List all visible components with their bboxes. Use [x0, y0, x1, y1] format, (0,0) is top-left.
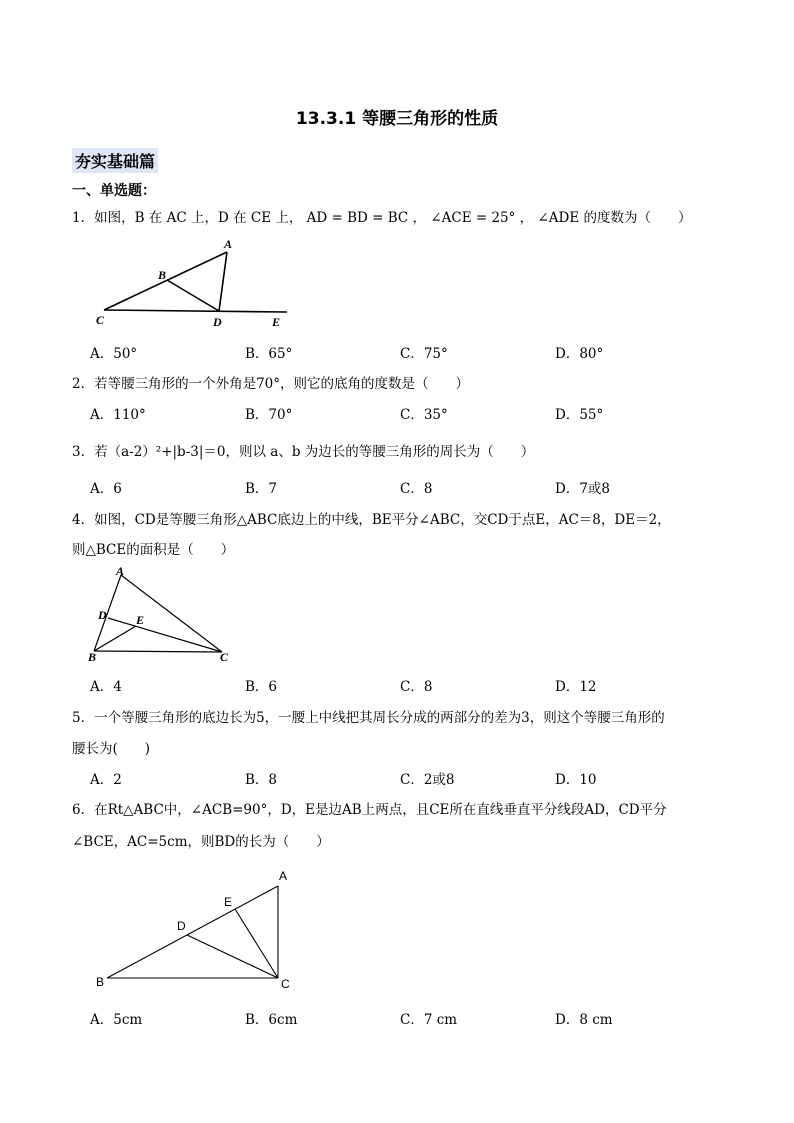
question-1-figure: [92, 236, 292, 332]
q3-option-d[interactable]: D．7或8: [555, 481, 611, 497]
question-3-options: [90, 477, 710, 497]
question-4-stem-line-2: 则△BCE的面积是（ ）: [72, 542, 235, 558]
q1-option-c[interactable]: C．75°: [400, 346, 448, 362]
question-4-options: [90, 675, 710, 695]
question-5-options: [90, 768, 710, 788]
q4-label-a: A: [116, 564, 125, 578]
q1-option-a[interactable]: A．50°: [90, 346, 138, 362]
q6-label-a: A: [279, 869, 288, 883]
q4-label-b: B: [88, 650, 97, 664]
question-5-stem-line-1: 5．一个等腰三角形的底边长为5，一腰上中线把其周长分成的两部分的差为3，则这个等腰三角形的: [72, 710, 665, 726]
q1-label-a: A: [224, 237, 233, 251]
q4-option-b[interactable]: B．6: [245, 679, 278, 695]
question-1-stem: 1．如图，B 在 AC 上，D 在 CE 上， AD = BD = BC ， ∠ACE = 25° ， ∠ADE 的度数为（ ）: [72, 210, 692, 226]
q4-option-d[interactable]: D．12: [555, 679, 597, 695]
q4-label-d: D: [98, 608, 107, 622]
q4-label-e: E: [136, 613, 145, 627]
q2-option-d[interactable]: D．55°: [555, 407, 604, 423]
q2-option-a[interactable]: A．110°: [90, 407, 146, 423]
q1-label-d: D: [213, 315, 222, 329]
q1-option-d[interactable]: D．80°: [555, 346, 604, 362]
q5-option-a[interactable]: A．2: [90, 772, 122, 788]
q3-option-b[interactable]: B．7: [245, 481, 278, 497]
q2-option-c[interactable]: C．35°: [400, 407, 448, 423]
q6-label-d: D: [177, 919, 186, 933]
question-6-options: [90, 1008, 710, 1028]
q4-option-c[interactable]: C．8: [400, 679, 433, 695]
question-6-stem-line-2: ∠BCE，AC=5cm，则BD的长为（ ）: [72, 834, 330, 850]
question-4-stem-line-1: 4．如图，CD是等腰三角形△ABC底边上的中线，BE平分∠ABC，交CD于点E，AC＝8，DE＝2，: [72, 512, 671, 528]
q1-label-e: E: [272, 315, 281, 329]
q5-option-d[interactable]: D．10: [555, 772, 597, 788]
q3-option-a[interactable]: A．6: [90, 481, 122, 497]
q6-label-e: E: [224, 895, 233, 909]
sub-heading: 一、单选题：: [72, 183, 156, 199]
q6-option-b[interactable]: B．6cm: [245, 1012, 298, 1028]
q3-option-c[interactable]: C．8: [400, 481, 433, 497]
question-2-options: [90, 403, 710, 423]
q2-option-b[interactable]: B．70°: [245, 407, 293, 423]
q6-label-c: C: [281, 977, 290, 991]
question-2-stem: 2．若等腰三角形的一个外角是70°，则它的底角的度数是（ ）: [72, 376, 470, 392]
q6-option-a[interactable]: A．5cm: [90, 1012, 143, 1028]
section-heading: 夯实基础篇: [72, 148, 158, 173]
q6-option-c[interactable]: C．7 cm: [400, 1012, 458, 1028]
question-4-figure: [86, 566, 236, 666]
question-5-stem-line-2: 腰长为( ): [72, 741, 151, 757]
question-3-stem: 3．若（a-2）²+|b-3|＝0，则以 a、b 为边长的等腰三角形的周长为（ ）: [72, 444, 535, 460]
q6-label-b: B: [96, 975, 105, 989]
q5-option-b[interactable]: B．8: [245, 772, 278, 788]
question-6-figure: [92, 862, 302, 992]
question-6-stem-line-1: 6．在Rt△ABC中，∠ACB=90°，D，E是边AB上两点，且CE所在直线垂直平分线段AD，CD平分: [72, 802, 667, 818]
q6-option-d[interactable]: D．8 cm: [555, 1012, 613, 1028]
page-title: 13.3.1 等腰三角形的性质: [295, 109, 499, 129]
q4-option-a[interactable]: A．4: [90, 679, 122, 695]
question-1-options: [90, 342, 710, 362]
q1-label-c: C: [96, 313, 105, 327]
q5-option-c[interactable]: C．2或8: [400, 772, 455, 788]
q1-option-b[interactable]: B．65°: [245, 346, 293, 362]
q4-label-c: C: [220, 650, 229, 664]
q1-label-b: B: [158, 268, 167, 282]
